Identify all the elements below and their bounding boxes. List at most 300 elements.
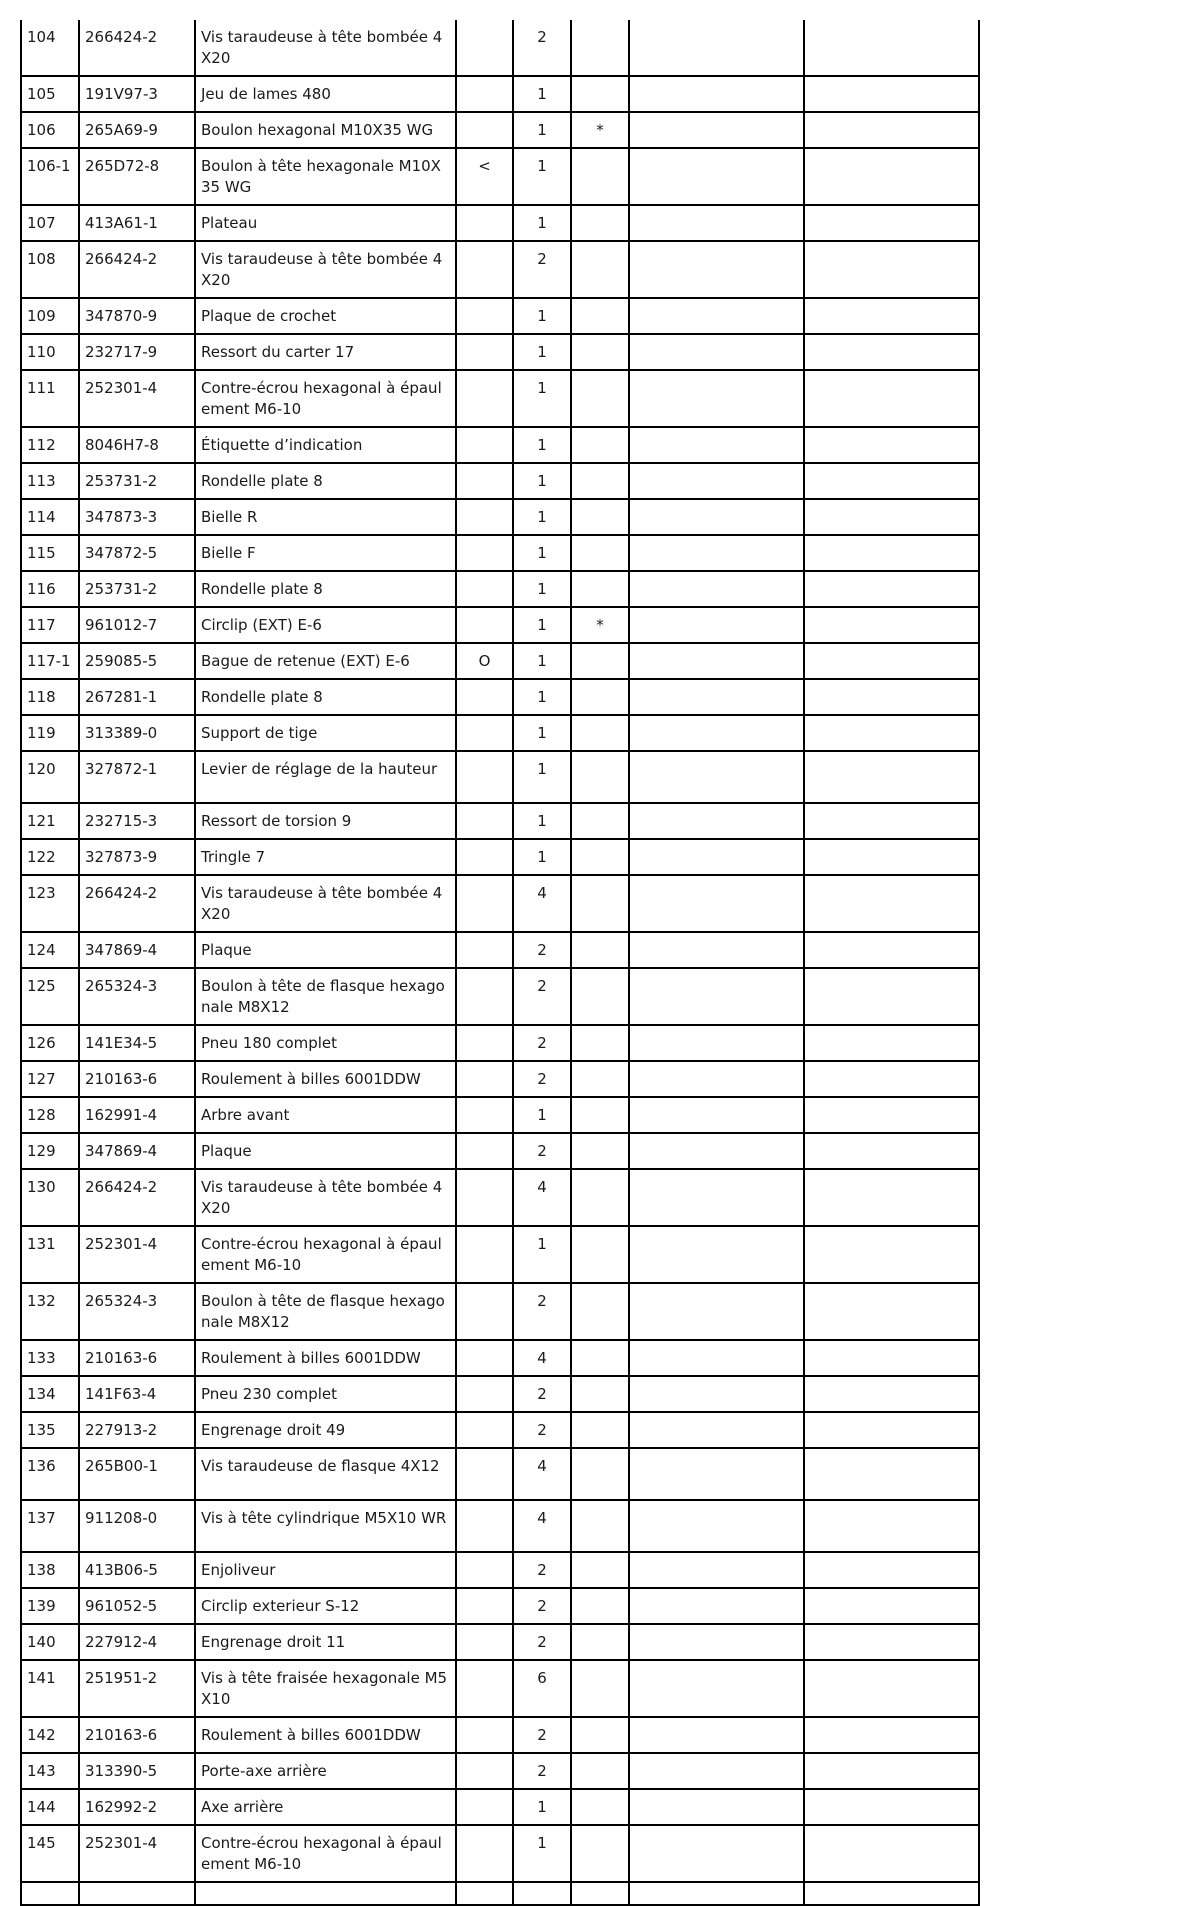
part-number-cell: 961012-7 xyxy=(79,607,195,643)
description-cell: Boulon à tête de flasque hexagonale M8X12 xyxy=(195,1283,456,1340)
blank-cell xyxy=(804,148,979,205)
quantity-cell: 1 xyxy=(513,427,571,463)
blank-cell xyxy=(804,499,979,535)
quantity-cell: 1 xyxy=(513,607,571,643)
description-cell: Engrenage droit 49 xyxy=(195,1412,456,1448)
item-number-cell: 106-1 xyxy=(21,148,79,205)
table-row xyxy=(21,427,979,463)
note-cell: * xyxy=(571,607,629,643)
blank-cell xyxy=(629,20,804,76)
table-row xyxy=(21,148,979,205)
part-number-cell: 413A61-1 xyxy=(79,205,195,241)
quantity-cell: 1 xyxy=(513,370,571,427)
item-number-cell: 128 xyxy=(21,1097,79,1133)
item-number-cell: 137 xyxy=(21,1500,79,1552)
description-cell: Contre-écrou hexagonal à épaulement M6-10 xyxy=(195,1825,456,1882)
blank-cell xyxy=(629,1226,804,1283)
part-number-cell: 253731-2 xyxy=(79,571,195,607)
note-cell xyxy=(571,932,629,968)
part-number-cell: 210163-6 xyxy=(79,1061,195,1097)
marker-cell: < xyxy=(456,148,513,205)
description-cell: Boulon à tête de flasque hexagonale M8X12 xyxy=(195,968,456,1025)
item-number-cell: 140 xyxy=(21,1624,79,1660)
description-cell: Circlip exterieur S-12 xyxy=(195,1588,456,1624)
item-number-cell: 110 xyxy=(21,334,79,370)
quantity-cell: 1 xyxy=(513,803,571,839)
part-number-cell: 253731-2 xyxy=(79,463,195,499)
description-cell: Contre-écrou hexagonal à épaulement M6-10 xyxy=(195,1226,456,1283)
table-row xyxy=(21,1789,979,1825)
note-cell xyxy=(571,148,629,205)
part-number-cell: 313389-0 xyxy=(79,715,195,751)
blank-cell xyxy=(804,1825,979,1882)
quantity-cell: 2 xyxy=(513,1717,571,1753)
blank-cell xyxy=(629,875,804,932)
note-cell xyxy=(571,1789,629,1825)
item-number-cell: 107 xyxy=(21,205,79,241)
blank-cell xyxy=(804,241,979,298)
part-number-cell: 347869-4 xyxy=(79,932,195,968)
item-number-cell: 132 xyxy=(21,1283,79,1340)
blank-cell xyxy=(804,1376,979,1412)
quantity-cell: 1 xyxy=(513,679,571,715)
description-cell: Porte-axe arrière xyxy=(195,1753,456,1789)
description-cell: Roulement à billes 6001DDW xyxy=(195,1061,456,1097)
marker-cell: O xyxy=(456,643,513,679)
blank-cell xyxy=(804,968,979,1025)
blank-cell xyxy=(804,1169,979,1226)
quantity-cell: 1 xyxy=(513,205,571,241)
table-row xyxy=(21,1825,979,1882)
note-cell xyxy=(571,1283,629,1340)
note-cell xyxy=(571,715,629,751)
quantity-cell: 1 xyxy=(513,463,571,499)
table-row xyxy=(21,1340,979,1376)
marker-cell xyxy=(456,607,513,643)
table-row xyxy=(21,205,979,241)
blank-cell xyxy=(79,1882,195,1905)
quantity-cell: 1 xyxy=(513,751,571,803)
blank-cell xyxy=(804,1753,979,1789)
blank-cell xyxy=(629,571,804,607)
blank-cell xyxy=(21,1882,79,1905)
table-row xyxy=(21,112,979,148)
marker-cell xyxy=(456,370,513,427)
table-row xyxy=(21,1552,979,1588)
blank-cell xyxy=(804,1588,979,1624)
table-row xyxy=(21,1226,979,1283)
quantity-cell: 2 xyxy=(513,1412,571,1448)
description-cell: Levier de réglage de la hauteur xyxy=(195,751,456,803)
note-cell xyxy=(571,1061,629,1097)
blank-cell xyxy=(629,148,804,205)
quantity-cell: 2 xyxy=(513,241,571,298)
table-row xyxy=(21,803,979,839)
quantity-cell: 1 xyxy=(513,839,571,875)
description-cell: Rondelle plate 8 xyxy=(195,463,456,499)
blank-cell xyxy=(804,1624,979,1660)
description-cell: Bielle F xyxy=(195,535,456,571)
note-cell xyxy=(571,875,629,932)
note-cell xyxy=(571,241,629,298)
quantity-cell: 2 xyxy=(513,1753,571,1789)
item-number-cell: 105 xyxy=(21,76,79,112)
blank-cell xyxy=(456,1882,513,1905)
table-row xyxy=(21,463,979,499)
note-cell xyxy=(571,803,629,839)
item-number-cell: 135 xyxy=(21,1412,79,1448)
blank-cell xyxy=(804,1025,979,1061)
description-cell: Rondelle plate 8 xyxy=(195,571,456,607)
item-number-cell: 139 xyxy=(21,1588,79,1624)
table-row xyxy=(21,1376,979,1412)
blank-cell xyxy=(629,839,804,875)
note-cell xyxy=(571,571,629,607)
description-cell: Ressort de torsion 9 xyxy=(195,803,456,839)
marker-cell xyxy=(456,1283,513,1340)
blank-cell xyxy=(629,76,804,112)
note-cell xyxy=(571,1753,629,1789)
note-cell xyxy=(571,1133,629,1169)
part-number-cell: 327872-1 xyxy=(79,751,195,803)
quantity-cell: 1 xyxy=(513,148,571,205)
quantity-cell: 2 xyxy=(513,968,571,1025)
part-number-cell: 413B06-5 xyxy=(79,1552,195,1588)
table-row-continuation xyxy=(21,1882,979,1905)
description-cell: Contre-écrou hexagonal à épaulement M6-10 xyxy=(195,370,456,427)
table-row xyxy=(21,1169,979,1226)
item-number-cell: 106 xyxy=(21,112,79,148)
note-cell xyxy=(571,76,629,112)
quantity-cell: 2 xyxy=(513,1552,571,1588)
table-row xyxy=(21,968,979,1025)
description-cell: Plateau xyxy=(195,205,456,241)
blank-cell xyxy=(804,112,979,148)
description-cell: Circlip (EXT) E-6 xyxy=(195,607,456,643)
note-cell xyxy=(571,643,629,679)
part-number-cell: 961052-5 xyxy=(79,1588,195,1624)
blank-cell xyxy=(804,76,979,112)
table-row xyxy=(21,607,979,643)
part-number-cell: 266424-2 xyxy=(79,241,195,298)
part-number-cell: 162992-2 xyxy=(79,1789,195,1825)
marker-cell xyxy=(456,20,513,76)
blank-cell xyxy=(629,1717,804,1753)
item-number-cell: 124 xyxy=(21,932,79,968)
note-cell xyxy=(571,1500,629,1552)
description-cell: Vis à tête fraisée hexagonale M5X10 xyxy=(195,1660,456,1717)
marker-cell xyxy=(456,803,513,839)
blank-cell xyxy=(629,679,804,715)
table-row xyxy=(21,1448,979,1500)
blank-cell xyxy=(629,1283,804,1340)
description-cell: Rondelle plate 8 xyxy=(195,679,456,715)
item-number-cell: 142 xyxy=(21,1717,79,1753)
blank-cell xyxy=(629,1340,804,1376)
part-number-cell: 251951-2 xyxy=(79,1660,195,1717)
description-cell: Boulon hexagonal M10X35 WG xyxy=(195,112,456,148)
quantity-cell: 1 xyxy=(513,334,571,370)
quantity-cell: 1 xyxy=(513,1097,571,1133)
marker-cell xyxy=(456,76,513,112)
blank-cell xyxy=(629,751,804,803)
item-number-cell: 116 xyxy=(21,571,79,607)
quantity-cell: 1 xyxy=(513,499,571,535)
part-number-cell: 252301-4 xyxy=(79,1226,195,1283)
blank-cell xyxy=(804,1660,979,1717)
note-cell xyxy=(571,1552,629,1588)
marker-cell xyxy=(456,1660,513,1717)
note-cell xyxy=(571,1660,629,1717)
blank-cell xyxy=(629,1169,804,1226)
note-cell xyxy=(571,968,629,1025)
item-number-cell: 119 xyxy=(21,715,79,751)
description-cell: Support de tige xyxy=(195,715,456,751)
description-cell: Ressort du carter 17 xyxy=(195,334,456,370)
note-cell xyxy=(571,535,629,571)
blank-cell xyxy=(629,1825,804,1882)
description-cell: Vis taraudeuse à tête bombée 4X20 xyxy=(195,20,456,76)
quantity-cell: 1 xyxy=(513,1789,571,1825)
quantity-cell: 1 xyxy=(513,535,571,571)
note-cell xyxy=(571,839,629,875)
item-number-cell: 131 xyxy=(21,1226,79,1283)
note-cell: * xyxy=(571,112,629,148)
table-row xyxy=(21,875,979,932)
marker-cell xyxy=(456,1448,513,1500)
blank-cell xyxy=(804,1097,979,1133)
quantity-cell: 2 xyxy=(513,1283,571,1340)
blank-cell xyxy=(804,571,979,607)
note-cell xyxy=(571,1588,629,1624)
description-cell: Arbre avant xyxy=(195,1097,456,1133)
marker-cell xyxy=(456,1412,513,1448)
blank-cell xyxy=(804,715,979,751)
blank-cell xyxy=(804,1133,979,1169)
quantity-cell: 1 xyxy=(513,112,571,148)
part-number-cell: 252301-4 xyxy=(79,1825,195,1882)
table-row xyxy=(21,1753,979,1789)
blank-cell xyxy=(804,1061,979,1097)
marker-cell xyxy=(456,334,513,370)
blank-cell xyxy=(629,1025,804,1061)
note-cell xyxy=(571,298,629,334)
item-number-cell: 120 xyxy=(21,751,79,803)
blank-cell xyxy=(804,751,979,803)
table-row xyxy=(21,679,979,715)
quantity-cell: 1 xyxy=(513,1825,571,1882)
note-cell xyxy=(571,1448,629,1500)
marker-cell xyxy=(456,463,513,499)
description-cell: Bague de retenue (EXT) E-6 xyxy=(195,643,456,679)
item-number-cell: 109 xyxy=(21,298,79,334)
marker-cell xyxy=(456,571,513,607)
note-cell xyxy=(571,1825,629,1882)
description-cell: Roulement à billes 6001DDW xyxy=(195,1340,456,1376)
item-number-cell: 143 xyxy=(21,1753,79,1789)
marker-cell xyxy=(456,535,513,571)
marker-cell xyxy=(456,1025,513,1061)
item-number-cell: 130 xyxy=(21,1169,79,1226)
part-number-cell: 232717-9 xyxy=(79,334,195,370)
item-number-cell: 127 xyxy=(21,1061,79,1097)
blank-cell xyxy=(629,427,804,463)
part-number-cell: 265B00-1 xyxy=(79,1448,195,1500)
marker-cell xyxy=(456,1588,513,1624)
item-number-cell: 133 xyxy=(21,1340,79,1376)
note-cell xyxy=(571,1376,629,1412)
note-cell xyxy=(571,1226,629,1283)
description-cell: Vis à tête cylindrique M5X10 WR xyxy=(195,1500,456,1552)
marker-cell xyxy=(456,968,513,1025)
description-cell: Pneu 180 complet xyxy=(195,1025,456,1061)
note-cell xyxy=(571,463,629,499)
table-row xyxy=(21,1412,979,1448)
marker-cell xyxy=(456,932,513,968)
marker-cell xyxy=(456,1552,513,1588)
table-row xyxy=(21,241,979,298)
marker-cell xyxy=(456,1825,513,1882)
part-number-cell: 210163-6 xyxy=(79,1717,195,1753)
part-number-cell: 347872-5 xyxy=(79,535,195,571)
table-row xyxy=(21,1624,979,1660)
marker-cell xyxy=(456,1169,513,1226)
blank-cell xyxy=(804,463,979,499)
marker-cell xyxy=(456,1624,513,1660)
table-row xyxy=(21,643,979,679)
note-cell xyxy=(571,1340,629,1376)
marker-cell xyxy=(456,679,513,715)
blank-cell xyxy=(804,370,979,427)
note-cell xyxy=(571,751,629,803)
marker-cell xyxy=(456,1753,513,1789)
note-cell xyxy=(571,205,629,241)
blank-cell xyxy=(804,607,979,643)
quantity-cell: 4 xyxy=(513,1500,571,1552)
table-row xyxy=(21,1588,979,1624)
parts-list-page xyxy=(20,20,978,1906)
marker-cell xyxy=(456,1061,513,1097)
quantity-cell: 4 xyxy=(513,1448,571,1500)
blank-cell xyxy=(629,1500,804,1552)
blank-cell xyxy=(629,1588,804,1624)
table-row xyxy=(21,1500,979,1552)
part-number-cell: 252301-4 xyxy=(79,370,195,427)
item-number-cell: 144 xyxy=(21,1789,79,1825)
blank-cell xyxy=(804,1500,979,1552)
table-row xyxy=(21,1133,979,1169)
marker-cell xyxy=(456,1226,513,1283)
item-number-cell: 126 xyxy=(21,1025,79,1061)
part-number-cell: 265324-3 xyxy=(79,968,195,1025)
blank-cell xyxy=(629,715,804,751)
quantity-cell: 2 xyxy=(513,1133,571,1169)
marker-cell xyxy=(456,875,513,932)
note-cell xyxy=(571,499,629,535)
marker-cell xyxy=(456,715,513,751)
quantity-cell: 1 xyxy=(513,571,571,607)
blank-cell xyxy=(804,298,979,334)
description-cell: Bielle R xyxy=(195,499,456,535)
marker-cell xyxy=(456,839,513,875)
item-number-cell: 138 xyxy=(21,1552,79,1588)
description-cell: Plaque de crochet xyxy=(195,298,456,334)
note-cell xyxy=(571,1097,629,1133)
quantity-cell: 1 xyxy=(513,643,571,679)
part-number-cell: 265A69-9 xyxy=(79,112,195,148)
item-number-cell: 112 xyxy=(21,427,79,463)
table-row xyxy=(21,499,979,535)
part-number-cell: 259085-5 xyxy=(79,643,195,679)
table-row xyxy=(21,839,979,875)
note-cell xyxy=(571,1169,629,1226)
quantity-cell: 1 xyxy=(513,1226,571,1283)
blank-cell xyxy=(629,932,804,968)
note-cell xyxy=(571,1412,629,1448)
part-number-cell: 227913-2 xyxy=(79,1412,195,1448)
part-number-cell: 313390-5 xyxy=(79,1753,195,1789)
marker-cell xyxy=(456,1717,513,1753)
blank-cell xyxy=(804,20,979,76)
item-number-cell: 117 xyxy=(21,607,79,643)
blank-cell xyxy=(804,1283,979,1340)
part-number-cell: 327873-9 xyxy=(79,839,195,875)
blank-cell xyxy=(629,1660,804,1717)
table-row xyxy=(21,1717,979,1753)
blank-cell xyxy=(804,803,979,839)
item-number-cell: 114 xyxy=(21,499,79,535)
part-number-cell: 141F63-4 xyxy=(79,1376,195,1412)
description-cell: Vis taraudeuse à tête bombée 4X20 xyxy=(195,875,456,932)
note-cell xyxy=(571,679,629,715)
blank-cell xyxy=(629,607,804,643)
table-row xyxy=(21,370,979,427)
blank-cell xyxy=(629,1376,804,1412)
item-number-cell: 123 xyxy=(21,875,79,932)
blank-cell xyxy=(804,1552,979,1588)
item-number-cell: 111 xyxy=(21,370,79,427)
part-number-cell: 347873-3 xyxy=(79,499,195,535)
blank-cell xyxy=(571,1882,629,1905)
marker-cell xyxy=(456,112,513,148)
blank-cell xyxy=(804,1340,979,1376)
part-number-cell: 347869-4 xyxy=(79,1133,195,1169)
item-number-cell: 121 xyxy=(21,803,79,839)
part-number-cell: 265D72-8 xyxy=(79,148,195,205)
parts-table-body xyxy=(21,20,979,1905)
quantity-cell: 2 xyxy=(513,1025,571,1061)
blank-cell xyxy=(629,1789,804,1825)
blank-cell xyxy=(629,1624,804,1660)
note-cell xyxy=(571,1717,629,1753)
table-row xyxy=(21,20,979,76)
item-number-cell: 134 xyxy=(21,1376,79,1412)
blank-cell xyxy=(804,932,979,968)
blank-cell xyxy=(804,839,979,875)
quantity-cell: 2 xyxy=(513,20,571,76)
marker-cell xyxy=(456,298,513,334)
blank-cell xyxy=(804,535,979,571)
description-cell: Tringle 7 xyxy=(195,839,456,875)
blank-cell xyxy=(804,1882,979,1905)
blank-cell xyxy=(195,1882,456,1905)
marker-cell xyxy=(456,427,513,463)
part-number-cell: 191V97-3 xyxy=(79,76,195,112)
blank-cell xyxy=(629,298,804,334)
blank-cell xyxy=(804,1448,979,1500)
quantity-cell: 2 xyxy=(513,1061,571,1097)
blank-cell xyxy=(513,1882,571,1905)
